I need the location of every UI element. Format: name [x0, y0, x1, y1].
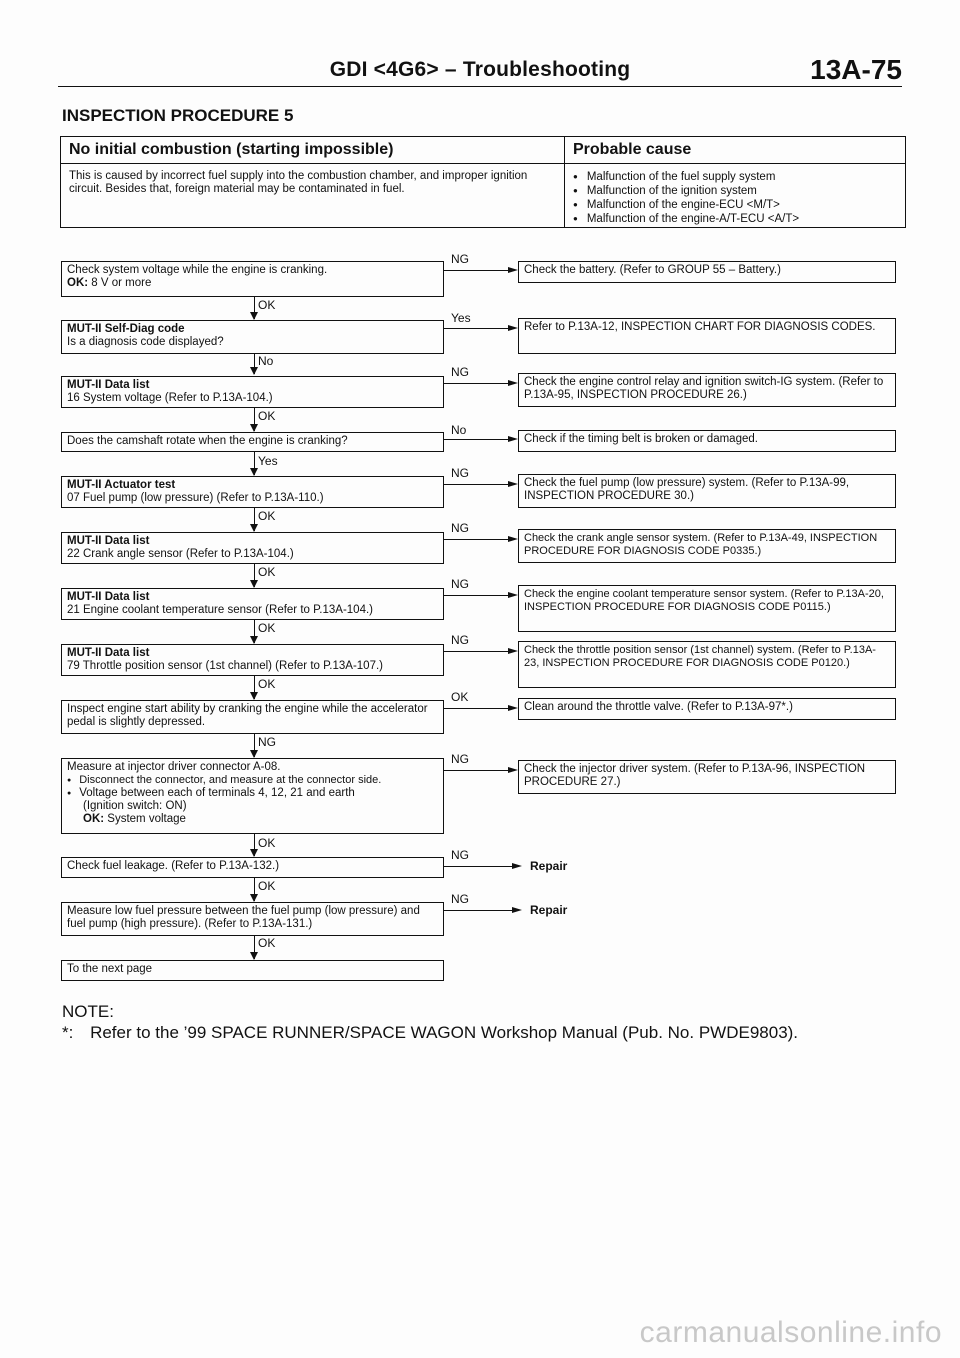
note-marker: *: — [62, 1023, 74, 1042]
arrow-right-icon — [508, 767, 518, 773]
ok-label: OK: — [67, 277, 89, 289]
arrow-right-icon — [508, 705, 518, 711]
flow-step-10-criteria — [67, 813, 438, 826]
flow-step-5-heading: MUT-II Actuator test — [67, 479, 176, 491]
flow-step-10-bullets — [67, 774, 438, 800]
flow-step-4-text: Does the camshaft rotate when the engine is cranking? — [67, 435, 348, 447]
flow-step-7-action: Check the engine coolant temperature sensor system. (Refer to P.13A-20, INSPECTION PROCEDURE FOR DIAGNOSIS CODE P0115.) — [518, 585, 896, 632]
flow-step-8-next-label: OK — [258, 677, 276, 691]
flow-step-1-box — [61, 261, 444, 297]
arrow-right-icon — [508, 481, 518, 487]
flow-step-1-text: Check system voltage while the engine is cranking. — [67, 264, 328, 276]
summary-table — [60, 136, 906, 228]
flow-step-10-next-label: OK — [258, 836, 276, 850]
flow-step-10-bullet: ● Disconnect the connector, and measure at the connector side. — [67, 774, 438, 787]
flow-step-10-box — [61, 758, 444, 834]
flow-step-6-next-label: OK — [258, 565, 276, 579]
symptom-text: This is caused by incorrect fuel supply into the combustion chamber, and improper ignition circuit. Besides that, foreign material may be contaminated in fuel. — [69, 170, 528, 195]
flow-step-1-branch-line — [444, 270, 508, 271]
flow-step-7-text: 21 Engine coolant temperature sensor (Refer to P.13A-104.) — [67, 604, 373, 616]
note-heading: NOTE: — [62, 1002, 114, 1021]
probable-cause-item: ● Malfunction of the engine-A/T-ECU <A/T> — [573, 212, 903, 226]
flow-step-7-heading: MUT-II Data list — [67, 591, 150, 603]
arrow-down-icon — [250, 367, 258, 375]
flow-step-8-heading: MUT-II Data list — [67, 647, 150, 659]
flow-step-8-branch-label: NG — [451, 633, 469, 647]
symptom-heading: No initial combustion (starting impossible) — [69, 141, 394, 158]
flow-step-11-action: Repair — [530, 859, 568, 873]
flow-step-4-box — [61, 432, 444, 452]
flow-step-3-branch-label: NG — [451, 365, 469, 379]
flow-step-12-text: Measure low fuel pressure between the fuel pump (low pressure) and fuel pump (high pressure). (Refer to P.13A-131.) — [67, 905, 420, 930]
arrow-right-icon — [508, 592, 518, 598]
flow-step-9-text: Inspect engine start ability by cranking the engine while the accelerator pedal is slightly depressed. — [67, 703, 428, 728]
flow-step-6-branch-label: NG — [451, 521, 469, 535]
arrow-right-icon — [508, 648, 518, 654]
summary-divider-vertical — [564, 137, 565, 227]
probable-cause-item: ● Malfunction of the fuel supply system — [573, 170, 903, 184]
flow-step-7-branch-line — [444, 595, 508, 596]
arrow-down-icon — [250, 952, 258, 960]
flow-step-2-heading: MUT-II Self-Diag code — [67, 323, 185, 335]
flow-step-3-action: Check the engine control relay and ignition switch-IG system. (Refer to P.13A-95, INSPECTION PROCEDURE 26.) — [518, 373, 896, 407]
flow-step-5-text: 07 Fuel pump (low pressure) (Refer to P.13A-110.) — [67, 492, 324, 504]
flow-step-6-action: Check the crank angle sensor system. (Refer to P.13A-49, INSPECTION PROCEDURE FOR DIAGNOSIS CODE P0335.) — [518, 529, 896, 563]
flow-step-10-bullet: ● Voltage between each of terminals 4, 12, 21 and earth — [67, 787, 438, 800]
flow-step-11-next-label: OK — [258, 879, 276, 893]
flow-step-8-text: 79 Throttle position sensor (1st channel) (Refer to P.13A-107.) — [67, 660, 383, 672]
arrow-right-icon — [512, 863, 522, 869]
procedure-title: INSPECTION PROCEDURE 5 — [62, 106, 294, 125]
flow-step-3-next-label: OK — [258, 409, 276, 423]
arrow-down-icon — [250, 849, 258, 857]
flow-step-9-box — [61, 700, 444, 734]
arrow-right-icon — [508, 325, 518, 331]
flow-step-10-action: Check the injector driver system. (Refer to P.13A-96, INSPECTION PROCEDURE 27.) — [518, 760, 896, 794]
flow-step-7-next-label: OK — [258, 621, 276, 635]
flow-step-11-text: Check fuel leakage. (Refer to P.13A-132.) — [67, 860, 280, 872]
arrow-down-icon — [250, 524, 258, 532]
header-rule — [58, 86, 902, 87]
flow-step-5-next-label: OK — [258, 509, 276, 523]
flow-step-12-action: Repair — [530, 903, 568, 917]
arrow-down-icon — [250, 636, 258, 644]
flow-step-3-heading: MUT-II Data list — [67, 379, 150, 391]
flow-step-12-next-label: OK — [258, 936, 276, 950]
flow-step-5-box — [61, 476, 444, 508]
arrow-right-icon — [508, 536, 518, 542]
arrow-right-icon — [508, 436, 518, 442]
flow-step-4-next-label: Yes — [258, 454, 278, 468]
flow-step-6-box — [61, 532, 444, 564]
flow-step-2-branch-line — [444, 328, 508, 329]
flow-step-9-next-label: NG — [258, 735, 276, 749]
arrow-down-icon — [250, 468, 258, 476]
probable-cause-item: ● Malfunction of the engine-ECU <M/T> — [573, 198, 903, 212]
flow-step-9-action: Clean around the throttle valve. (Refer to P.13A-97*.) — [518, 698, 896, 720]
flow-step-11-branch-line — [444, 866, 512, 867]
flow-step-7-box — [61, 588, 444, 620]
ok-label: OK: — [83, 813, 105, 825]
arrow-down-icon — [250, 750, 258, 758]
summary-divider-horizontal — [61, 163, 905, 164]
arrow-down-icon — [250, 894, 258, 902]
flow-step-2-box — [61, 320, 444, 354]
flow-step-8-branch-line — [444, 651, 508, 652]
flow-step-9-branch-line — [444, 708, 508, 709]
flow-step-5-action: Check the fuel pump (low pressure) system. (Refer to P.13A-99, INSPECTION PROCEDURE 30.) — [518, 474, 896, 508]
flow-step-8-action: Check the throttle position sensor (1st channel) system. (Refer to P.13A-23, INSPECTION PROCEDURE FOR DIAGNOSIS CODE P0120.) — [518, 641, 896, 688]
watermark: carmanualsonline.info — [639, 1316, 942, 1349]
flow-step-3-text: 16 System voltage (Refer to P.13A-104.) — [67, 392, 273, 404]
flow-step-3-box — [61, 376, 444, 408]
note-text: Refer to the ’99 SPACE RUNNER/SPACE WAGON Workshop Manual (Pub. No. PWDE9803). — [90, 1023, 799, 1042]
note-section — [62, 1001, 798, 1043]
flow-step-11-branch-label: NG — [451, 848, 469, 862]
flow-step-6-heading: MUT-II Data list — [67, 535, 150, 547]
arrow-down-icon — [250, 424, 258, 432]
note-text-line — [62, 1022, 798, 1043]
ok-value: System voltage — [107, 813, 186, 825]
flow-step-12-box — [61, 902, 444, 936]
flow-step-2-next-label: No — [258, 354, 274, 368]
flow-step-4-action: Check if the timing belt is broken or damaged. — [518, 430, 896, 452]
ok-value: 8 V or more — [91, 277, 152, 289]
page-number: 13A-75 — [810, 54, 902, 85]
flow-step-4-branch-label: No — [451, 423, 467, 437]
flow-step-6-branch-line — [444, 539, 508, 540]
arrow-down-icon — [250, 312, 258, 320]
flow-step-5-branch-label: NG — [451, 466, 469, 480]
flow-step-1-criteria — [67, 277, 438, 290]
flow-step-5-branch-line — [444, 484, 508, 485]
flow-step-10-condition: (Ignition switch: ON) — [83, 800, 187, 812]
arrow-right-icon — [512, 907, 522, 913]
flow-step-1-branch-label: NG — [451, 252, 469, 266]
flow-step-8-box — [61, 644, 444, 676]
flow-step-13-text: To the next page — [67, 963, 153, 975]
flow-step-10-text: Measure at injector driver connector A-08. — [67, 761, 281, 773]
arrow-right-icon — [508, 380, 518, 386]
probable-cause-list — [573, 170, 903, 226]
flow-step-9-branch-label: OK — [451, 690, 469, 704]
probable-cause-item: ● Malfunction of the ignition system — [573, 184, 903, 198]
flow-step-1-action: Check the battery. (Refer to GROUP 55 – Battery.) — [518, 261, 896, 283]
probable-cause-heading: Probable cause — [573, 141, 692, 158]
flow-step-12-branch-label: NG — [451, 892, 469, 906]
arrow-right-icon — [508, 267, 518, 273]
flow-step-4-branch-line — [444, 439, 508, 440]
flow-step-13-box — [61, 960, 444, 981]
flow-step-2-branch-label: Yes — [451, 311, 471, 325]
flow-step-11-box — [61, 857, 444, 878]
page-header-title: GDI <4G6> – Troubleshooting — [329, 58, 631, 81]
flow-step-10-branch-line — [444, 770, 508, 771]
flow-step-6-text: 22 Crank angle sensor (Refer to P.13A-104.) — [67, 548, 294, 560]
flow-step-1-next-label: OK — [258, 298, 276, 312]
flow-step-2-text: Is a diagnosis code displayed? — [67, 336, 224, 348]
flow-step-3-branch-line — [444, 383, 508, 384]
arrow-down-icon — [250, 692, 258, 700]
arrow-down-icon — [250, 580, 258, 588]
flow-step-2-action: Refer to P.13A-12, INSPECTION CHART FOR DIAGNOSIS CODES. — [518, 318, 896, 354]
flow-step-12-branch-line — [444, 910, 512, 911]
flow-step-10-branch-label: NG — [451, 752, 469, 766]
flow-step-7-branch-label: NG — [451, 577, 469, 591]
